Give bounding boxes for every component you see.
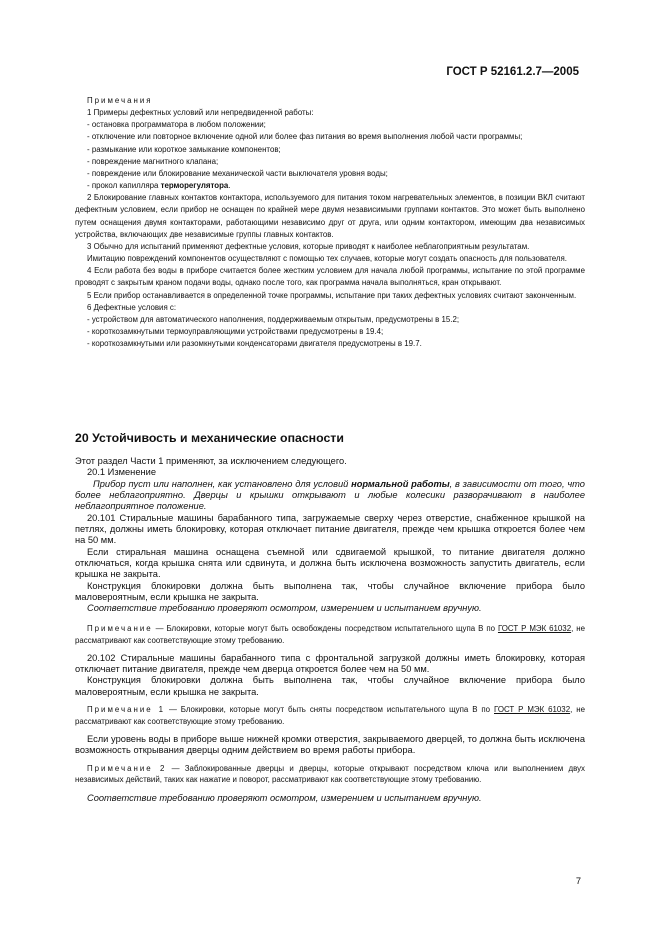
note-6-item: - короткозамкнутыми или разомкнутыми конденсаторами двигателя предусмотрены в 19.7. [87, 339, 422, 349]
notes-block [75, 95, 585, 350]
clause-20-1-text-a: Прибор пуст или наполнен, как установлено для условий [93, 478, 352, 489]
clause-20-101: 20.101 Стиральные машины барабанного типа, загружаемые сверху через отверстие, снабженное крышкой на петлях, должны иметь блокировку, которая отключает питание двигателя, прежде чем крышка откроется более чем на 50 мм. [75, 512, 585, 546]
note-b [75, 704, 585, 728]
note-a-text: — Блокировки, которые могут быть освобождены посредством испытательного щупа В по [152, 623, 498, 633]
note-1-item-last [75, 180, 585, 192]
note-2: 2 Блокирование главных контактов контактора, используемого для питания током нагревательных элементов, в позиции ВКЛ считают дефектным условием, если прибор не оснащен по крайней мере двумя независимыми группами контактов. Это может быть выполнено путем оснащения двумя контакторами, работающими независимо друг от друга, или одним контактором, имеющим два независимых устройства, включающих две независимые группы главных контактов. [75, 193, 585, 239]
note-3: 3 Обычно для испытаний применяют дефектные условия, которые приводят к наиболее неблагоприятным результатам. [87, 241, 530, 251]
clause-20-102-b: Конструкция блокировки должна быть выполнена так, чтобы случайное включение прибора было маловероятным, если крышка не закрыта. [75, 675, 585, 697]
clause-20-1-text-b: , в зависимости от того, что более неблагоприятно. Дверцы и крышки открывают и любые колесики разворачивают в наиболее неблагоприятное положение. [75, 478, 585, 512]
note-1-item: - повреждение магнитного клапана; [87, 156, 219, 166]
section-body [75, 456, 585, 805]
compliance-check-2: Соответствие требованию проверяют осмотром, измерением и испытанием вручную. [87, 793, 482, 804]
note-6-item: - устройством для автоматического наполнения, поддерживаемым открытым, предусмотрены в 15.2; [87, 314, 460, 324]
note-6-intro: 6 Дефектные условия с: [87, 302, 177, 312]
note-a [75, 623, 585, 647]
standard-header: ГОСТ Р 52161.2.7—2005 [446, 66, 579, 78]
clause-20-101-c: Конструкция блокировки должна быть выполнена так, чтобы случайное включение прибора было маловероятным, если крышка не закрыта. [75, 580, 585, 603]
clause-20-101-b: Если стиральная машина оснащена съемной или сдвигаемой крышкой, то питание двигателя должно отключаться, когда крышка снята или сдвинута, и должна быть исключена возможность запустить двигатель, если крышка не закрыта. [75, 546, 585, 580]
note-b-tail: , не рассматривают как соответствующие этому требованию. [75, 705, 585, 726]
note-1-last-suffix: . [228, 181, 231, 191]
clause-20-1: 20.1 Изменение [87, 467, 156, 478]
clause-20-102-c: Если уровень воды в приборе выше нижней кромки отверстия, закрываемого дверцей, то должна быть исключена возможность открывания дверцы одним действием во время работы прибора. [75, 733, 585, 756]
note-a-tail: , не рассматривают как соответствующие этому требованию. [75, 623, 585, 645]
term-normal-operation: нормальной работы [351, 478, 450, 489]
note-6-item: - короткозамкнутыми термоуправляющими устройствами предусмотрены в 19.4; [87, 326, 384, 336]
note-c-text: — Заблокированные дверцы и дверцы, которые открывают посредством ключа или выполнением двух независимых действий, таких как нажатие и поворот, рассматривают как соответствующие этому требованию. [75, 763, 585, 785]
compliance-check-1: Соответствие требованию проверяют осмотром, измерением и испытанием вручную. [87, 603, 482, 614]
note-c-label: Примечание 2 [87, 763, 167, 773]
note-1-item: - остановка программатора в любом положении; [87, 120, 266, 130]
note-5: 5 Если прибор останавливается в определенной точке программы, испытание при таких дефектных условиях считают законченным. [87, 290, 577, 300]
note-b-label: Примечание 1 [87, 705, 165, 714]
term-thermostat: терморегулятора [160, 181, 229, 191]
note-b-text: — Блокировки, которые могут быть сняты посредством испытательного щупа В по [165, 705, 494, 714]
note-1-intro: 1 Примеры дефектных условий или непредвиденной работы: [87, 108, 314, 118]
note-1-item: - размыкание или короткое замыкание компонентов; [87, 144, 281, 154]
note-a-label: Примечание [87, 623, 153, 633]
standard-reference-link[interactable]: ГОСТ Р МЭК 61032 [497, 623, 572, 633]
clause-20-1-text [75, 479, 585, 513]
note-3-b: Имитацию повреждений компонентов осуществляют с помощью тех случаев, которые могут создать опасность для пользователя. [87, 254, 567, 264]
standard-reference-link[interactable]: ГОСТ Р МЭК 61032 [494, 705, 571, 714]
note-4: 4 Если работа без воды в приборе считается более жестким условием для начала любой программы, испытание по этой программе проводят с закрытым краном подачи воды, однако после того, как программа начала выполняться, кран открывают. [75, 266, 585, 288]
note-1-last-prefix: - прокол капилляра [87, 181, 161, 191]
notes-title: Примечания [87, 96, 153, 105]
note-1-item: - отключение или повторное включение одной или более фаз питания во время выполнения любой части программы; [87, 132, 523, 142]
note-c [75, 763, 585, 787]
clause-20-102: 20.102 Стиральные машины барабанного типа с фронтальной загрузкой должны иметь блокировку, которая отключает питание двигателя, прежде чем дверца откроется более чем на 50 мм. [75, 652, 585, 674]
section-intro: Этот раздел Части 1 применяют, за исключением следующего. [75, 456, 347, 466]
page-number: 7 [575, 876, 581, 886]
section-heading: 20 Устойчивость и механические опасности [75, 431, 344, 445]
note-1-item: - повреждение или блокирование механической части выключателя уровня воды; [87, 168, 388, 178]
